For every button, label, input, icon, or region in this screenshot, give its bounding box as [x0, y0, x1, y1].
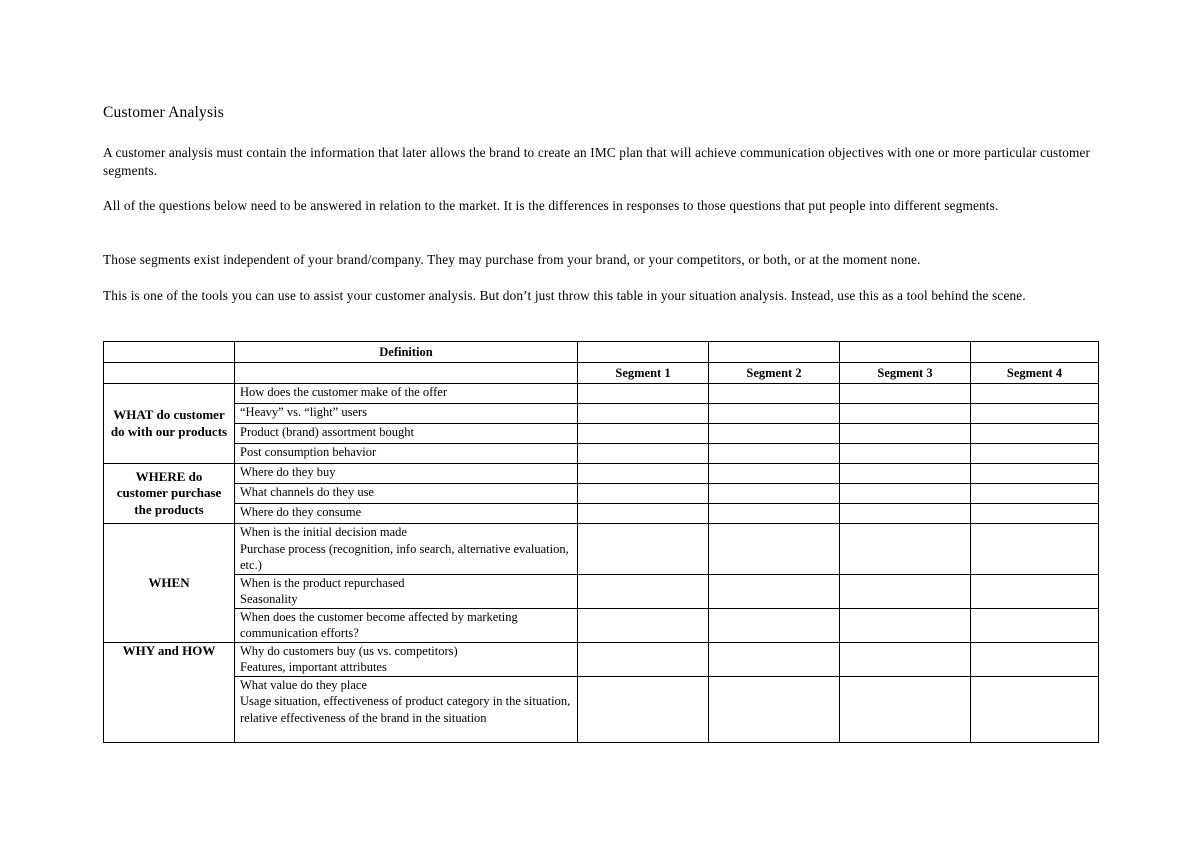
- input-cell[interactable]: [709, 444, 840, 464]
- input-cell[interactable]: [840, 464, 971, 484]
- item-line: Seasonality: [240, 592, 298, 606]
- input-cell[interactable]: [709, 464, 840, 484]
- input-cell[interactable]: [709, 574, 840, 608]
- segment-header-row: [104, 363, 1099, 384]
- item-line: Purchase process (recognition, info search, alternative evaluation, etc.): [240, 541, 569, 572]
- input-cell[interactable]: [709, 676, 840, 742]
- table-row: [104, 484, 1099, 504]
- input-cell[interactable]: [840, 574, 971, 608]
- input-cell[interactable]: [578, 464, 709, 484]
- why-item: [235, 676, 578, 742]
- table-header-row: [104, 342, 1099, 363]
- input-cell[interactable]: [709, 608, 840, 642]
- segments-paragraph: Those segments exist independent of your brand/company. They may purchase from your brand, or your competitors, or both, or at the moment none.: [103, 252, 921, 267]
- input-cell[interactable]: [578, 676, 709, 742]
- item-line: When is the initial decision made: [240, 525, 407, 539]
- table-row: [104, 464, 1099, 484]
- where-item: Where do they buy: [235, 464, 578, 484]
- questions-paragraph: All of the questions below need to be answered in relation to the market. It is the differences in responses to those questions that put people into different segments.: [103, 198, 999, 213]
- table-row: [104, 642, 1099, 676]
- page-title: Customer Analysis: [103, 104, 224, 121]
- what-category: WHAT do customer do with our products: [104, 384, 235, 464]
- input-cell[interactable]: [971, 574, 1099, 608]
- input-cell[interactable]: [971, 404, 1099, 424]
- input-cell[interactable]: [971, 424, 1099, 444]
- input-cell[interactable]: [971, 524, 1099, 575]
- input-cell[interactable]: [971, 608, 1099, 642]
- input-cell[interactable]: [578, 524, 709, 575]
- item-line: When is the product repurchased: [240, 575, 405, 590]
- input-cell[interactable]: [578, 424, 709, 444]
- input-cell[interactable]: [971, 484, 1099, 504]
- table-cell: [104, 363, 235, 384]
- tools-paragraph: This is one of the tools you can use to assist your customer analysis. But don’t just throw this table in your situation analysis. Instead, use this as a tool behind the scene.: [103, 288, 1026, 303]
- table-row: [104, 424, 1099, 444]
- item-line: Usage situation, effectiveness of product category in the situation, relative effectiveness of the brand in the situation: [240, 694, 571, 725]
- input-cell[interactable]: [840, 676, 971, 742]
- table-cell: [709, 342, 840, 363]
- when-category: WHEN: [104, 524, 235, 643]
- table-row: [104, 676, 1099, 742]
- what-item: “Heavy” vs. “light” users: [235, 404, 578, 424]
- input-cell[interactable]: [578, 444, 709, 464]
- input-cell[interactable]: [840, 404, 971, 424]
- input-cell[interactable]: [971, 504, 1099, 524]
- where-category: WHERE do customer purchase the products: [104, 464, 235, 524]
- input-cell[interactable]: [840, 504, 971, 524]
- input-cell[interactable]: [709, 484, 840, 504]
- intro-paragraph: A customer analysis must contain the information that later allows the brand to create an IMC plan that will achieve communication objectives with one or more particular customer segments.: [103, 145, 1091, 178]
- input-cell[interactable]: [971, 676, 1099, 742]
- when-item: [235, 524, 578, 575]
- input-cell[interactable]: [578, 574, 709, 608]
- table-cell: [578, 342, 709, 363]
- input-cell[interactable]: [840, 524, 971, 575]
- input-cell[interactable]: [709, 384, 840, 404]
- table-row: [104, 384, 1099, 404]
- input-cell[interactable]: [709, 504, 840, 524]
- input-cell[interactable]: [578, 384, 709, 404]
- why-how-category: WHY and HOW: [104, 642, 235, 742]
- input-cell[interactable]: [578, 484, 709, 504]
- why-item: [235, 642, 578, 676]
- input-cell[interactable]: [840, 444, 971, 464]
- table-row: [104, 444, 1099, 464]
- table-row: [104, 608, 1099, 642]
- input-cell[interactable]: [578, 404, 709, 424]
- customer-analysis-table: [103, 341, 1099, 743]
- what-item: Product (brand) assortment bought: [235, 424, 578, 444]
- table-row: [104, 574, 1099, 608]
- input-cell[interactable]: [709, 404, 840, 424]
- item-line: Features, important attributes: [240, 660, 387, 674]
- input-cell[interactable]: [709, 642, 840, 676]
- where-item: Where do they consume: [235, 504, 578, 524]
- definition-header: Definition: [235, 342, 578, 363]
- table-row: [104, 404, 1099, 424]
- item-line: Why do customers buy (us vs. competitors): [240, 643, 458, 658]
- what-item: Post consumption behavior: [235, 444, 578, 464]
- input-cell[interactable]: [578, 642, 709, 676]
- segment-4-header: Segment 4: [971, 363, 1099, 384]
- item-line: What value do they place: [240, 677, 368, 692]
- where-item: What channels do they use: [235, 484, 578, 504]
- input-cell[interactable]: [840, 642, 971, 676]
- input-cell[interactable]: [578, 504, 709, 524]
- input-cell[interactable]: [840, 384, 971, 404]
- input-cell[interactable]: [840, 608, 971, 642]
- table-row: [104, 524, 1099, 575]
- table-row: [104, 504, 1099, 524]
- when-item: [235, 608, 578, 642]
- segment-3-header: Segment 3: [840, 363, 971, 384]
- table-cell: [971, 342, 1099, 363]
- segment-1-header: Segment 1: [578, 363, 709, 384]
- table-cell: [840, 342, 971, 363]
- input-cell[interactable]: [971, 642, 1099, 676]
- what-item: How does the customer make of the offer: [235, 384, 578, 404]
- input-cell[interactable]: [709, 424, 840, 444]
- input-cell[interactable]: [971, 444, 1099, 464]
- segment-2-header: Segment 2: [709, 363, 840, 384]
- input-cell[interactable]: [840, 484, 971, 504]
- input-cell[interactable]: [840, 424, 971, 444]
- input-cell[interactable]: [971, 384, 1099, 404]
- when-item: [235, 574, 578, 608]
- table-cell: [104, 342, 235, 363]
- input-cell[interactable]: [971, 464, 1099, 484]
- item-line: When does the customer become affected by marketing communication efforts?: [240, 609, 518, 640]
- input-cell[interactable]: [709, 524, 840, 575]
- input-cell[interactable]: [578, 608, 709, 642]
- table-cell: [235, 363, 578, 384]
